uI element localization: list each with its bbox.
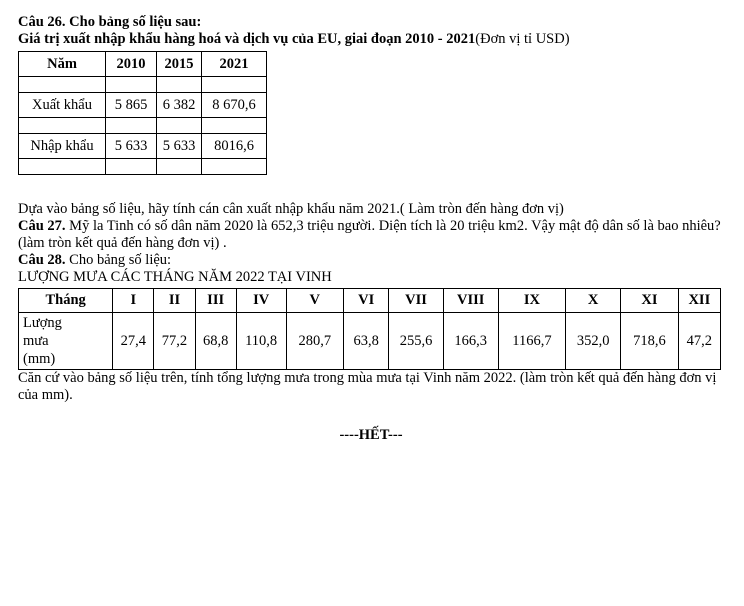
header-cell: VIII: [443, 289, 498, 313]
q28-heading: [18, 252, 724, 269]
q28-text: Cho bảng số liệu:: [65, 252, 172, 268]
table-cell: 77,2: [154, 313, 195, 370]
q28-title: LƯỢNG MƯA CÁC THÁNG NĂM 2022 TẠI VINH: [18, 269, 332, 285]
table-cell: 27,4: [113, 313, 154, 370]
table-cell: 68,8: [195, 313, 236, 370]
table-cell: 255,6: [389, 313, 443, 370]
table-cell: 280,7: [286, 313, 343, 370]
export-import-table: [18, 51, 267, 175]
table-spacer-row: [19, 118, 267, 134]
header-cell: VII: [389, 289, 443, 313]
header-cell-2021: 2021: [202, 52, 267, 77]
table-spacer-row: [19, 77, 267, 93]
table-cell: 1166,7: [498, 313, 565, 370]
row-label: Lượng mưa (mm): [19, 313, 113, 370]
header-cell-2015: 2015: [157, 52, 202, 77]
rainfall-table: [18, 288, 721, 370]
q26-title-unit: (Đơn vị tỉ USD): [475, 31, 570, 47]
table-cell: 5 633: [106, 134, 157, 159]
header-cell: VI: [343, 289, 389, 313]
header-cell: IX: [498, 289, 565, 313]
table-header-row: [19, 289, 721, 313]
q26-title-bold: Giá trị xuất nhập khẩu hàng hoá và dịch vụ của EU, giai đoạn 2010 - 2021: [18, 31, 476, 47]
q26-title: [18, 31, 724, 48]
end-marker: ----HẾT---: [339, 427, 403, 443]
table-cell: 110,8: [236, 313, 286, 370]
table-spacer-row: [19, 159, 267, 175]
header-cell-year: Năm: [19, 52, 106, 77]
exam-page: [18, 14, 724, 444]
header-cell: XII: [678, 289, 720, 313]
table-cell: 8 670,6: [202, 93, 267, 118]
header-cell: II: [154, 289, 195, 313]
table-cell: 6 382: [157, 93, 202, 118]
row-label: Xuất khẩu: [19, 93, 106, 118]
table-row-export: [19, 93, 267, 118]
table-cell: 47,2: [678, 313, 720, 370]
table-row-import: [19, 134, 267, 159]
q27-paragraph: [18, 218, 724, 252]
table-cell: 5 865: [106, 93, 157, 118]
q26-question: Dựa vào bảng số liệu, hãy tính cán cân xuất nhập khẩu năm 2021.( Làm tròn đến hàng đơn vị): [18, 201, 564, 217]
table-cell: 166,3: [443, 313, 498, 370]
row-label: Nhập khẩu: [19, 134, 106, 159]
header-cell: XI: [621, 289, 678, 313]
header-cell-2010: 2010: [106, 52, 157, 77]
table-cell: 352,0: [566, 313, 621, 370]
table-header-row: [19, 52, 267, 77]
table-cell: 8016,6: [202, 134, 267, 159]
table-cell: 718,6: [621, 313, 678, 370]
header-cell: IV: [236, 289, 286, 313]
table-cell: 63,8: [343, 313, 389, 370]
q28-label: Câu 28.: [18, 252, 66, 268]
header-cell: X: [566, 289, 621, 313]
table-row-rainfall: [19, 313, 721, 370]
q27-text: Mỹ la Tinh có số dân năm 2020 là 652,3 triệu người. Diện tích là 20 triệu km2. Vậy mật độ dân số là bao nhiêu? (làm tròn kết quả đến hàng đơn vị) .: [18, 218, 721, 251]
q27-label: Câu 27.: [18, 218, 66, 234]
header-cell: V: [286, 289, 343, 313]
q28-question: Căn cứ vào bảng số liệu trên, tính tổng lượng mưa trong mùa mưa tại Vinh năm 2022. (làm tròn kết quả đến hàng đơn vị của mm).: [18, 370, 717, 403]
header-cell: I: [113, 289, 154, 313]
q26-heading: Câu 26. Cho bảng số liệu sau:: [18, 14, 202, 30]
table-cell: 5 633: [157, 134, 202, 159]
header-cell: III: [195, 289, 236, 313]
header-cell-month: Tháng: [19, 289, 113, 313]
